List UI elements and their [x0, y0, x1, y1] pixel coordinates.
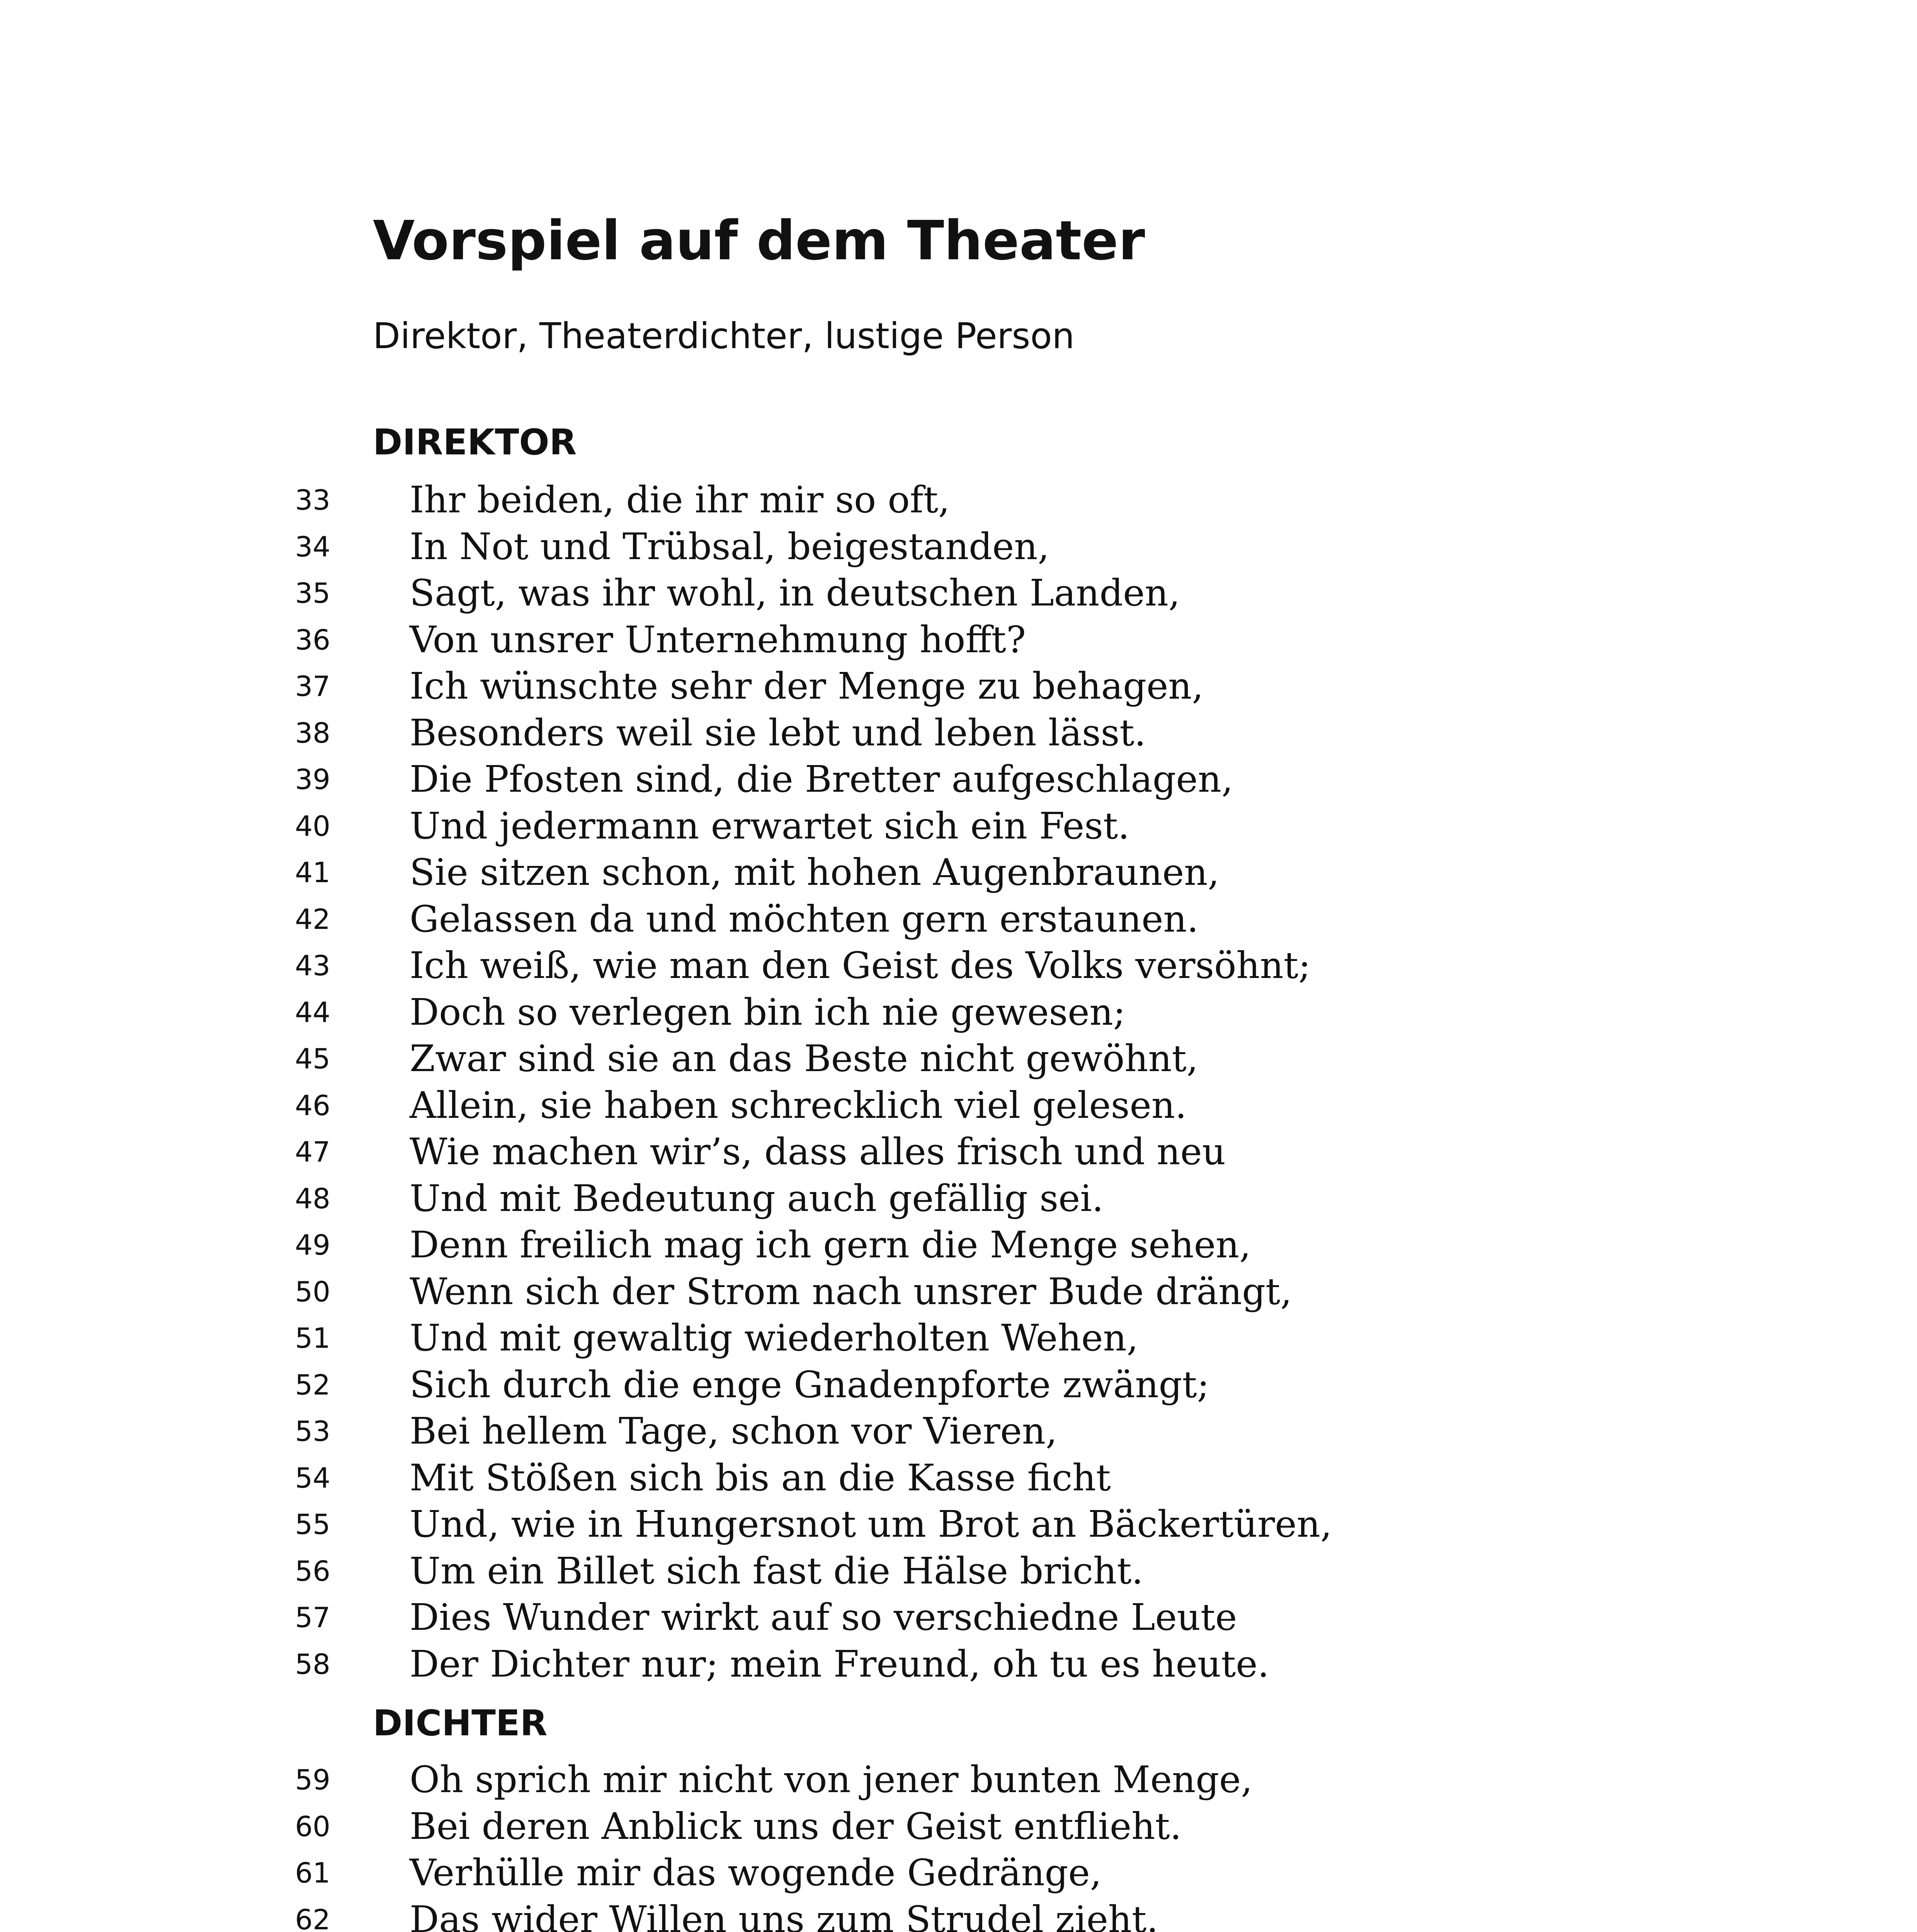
verse-text: Bei hellem Tage, schon vor Vieren,	[410, 1410, 1058, 1452]
verse-line	[0, 1756, 1917, 1803]
verse-text: Wenn sich der Strom nach unsrer Bude drängt,	[410, 1270, 1292, 1313]
verse-text: Und jedermann erwartet sich ein Fest.	[410, 804, 1130, 847]
verse-line	[0, 663, 1917, 710]
line-number: 34	[295, 530, 330, 563]
verse-text: In Not und Trübsal, beigestanden,	[410, 525, 1050, 568]
verse-text: Der Dichter nur; mein Freund, oh tu es heute.	[410, 1643, 1269, 1685]
speaker-name: DICHTER	[373, 1702, 548, 1744]
line-number: 41	[295, 856, 330, 889]
verse-line	[0, 1641, 1917, 1688]
line-number: 52	[295, 1368, 330, 1401]
line-number: 61	[295, 1857, 330, 1889]
line-number: 45	[295, 1043, 330, 1075]
line-number: 60	[295, 1810, 330, 1843]
verse-line	[0, 1082, 1917, 1129]
line-number: 43	[295, 949, 330, 982]
line-number: 58	[295, 1648, 330, 1680]
line-number: 53	[295, 1415, 330, 1447]
verse-text: Verhülle mir das wogende Gedränge,	[410, 1852, 1102, 1894]
verse-line	[0, 1849, 1917, 1896]
verse-line	[0, 1315, 1917, 1362]
verse-line	[0, 1128, 1917, 1175]
line-number: 55	[295, 1508, 330, 1541]
verse-line	[0, 616, 1917, 663]
verse-text: Wie machen wir’s, dass alles frisch und neu	[410, 1131, 1226, 1173]
line-number: 33	[295, 484, 330, 516]
verse-text: Sich durch die enge Gnadenpforte zwängt;	[410, 1363, 1209, 1406]
verse-text: Zwar sind sie an das Beste nicht gewöhnt,	[410, 1037, 1198, 1080]
verse-text: Das wider Willen uns zum Strudel zieht.	[410, 1898, 1158, 1932]
verse-text: Bei deren Anblick uns der Geist entflieht.	[410, 1805, 1182, 1848]
verse-text: Und mit gewaltig wiederholten Wehen,	[410, 1317, 1138, 1359]
verse-text: Mit Stößen sich bis an die Kasse ficht	[410, 1456, 1111, 1499]
line-number: 37	[295, 670, 330, 702]
verse-text: Ich weiß, wie man den Geist des Volks versöhnt;	[410, 944, 1311, 987]
verse-line	[0, 1896, 1917, 1932]
verse-line	[0, 989, 1917, 1036]
line-number: 50	[295, 1275, 330, 1308]
line-number: 51	[295, 1322, 330, 1354]
verse-line	[0, 570, 1917, 617]
verse-text: Ihr beiden, die ihr mir so oft,	[410, 479, 950, 521]
verse-line	[0, 1035, 1917, 1082]
verse-line	[0, 1803, 1917, 1850]
verse-text: Sie sitzen schon, mit hohen Augenbraunen,	[410, 851, 1220, 894]
verse-line	[0, 942, 1917, 989]
verse-text: Sagt, was ihr wohl, in deutschen Landen,	[410, 572, 1180, 614]
verse-line	[0, 1501, 1917, 1548]
verse-line	[0, 709, 1917, 757]
verse-text: Besonders weil sie lebt und leben lässt.	[410, 711, 1146, 754]
line-number: 42	[295, 903, 330, 935]
verse-text: Oh sprich mir nicht von jener bunten Menge,	[410, 1759, 1253, 1801]
line-number: 38	[295, 716, 330, 749]
line-number: 57	[295, 1601, 330, 1634]
line-number: 47	[295, 1136, 330, 1168]
line-number: 59	[295, 1764, 330, 1796]
line-number: 40	[295, 810, 330, 842]
line-number: 48	[295, 1182, 330, 1215]
line-number: 56	[295, 1554, 330, 1587]
line-number: 35	[295, 577, 330, 609]
cast-list: Direktor, Theaterdichter, lustige Person	[373, 315, 1075, 357]
line-number: 49	[295, 1229, 330, 1261]
line-number: 62	[295, 1903, 330, 1932]
verse-text: Gelassen da und möchten gern erstaunen.	[410, 898, 1199, 940]
line-number: 36	[295, 623, 330, 656]
verse-line	[0, 476, 1917, 524]
verse-text: Dies Wunder wirkt auf so verschiedne Leute	[410, 1596, 1237, 1639]
verse-line	[0, 756, 1917, 803]
verse-line	[0, 1408, 1917, 1455]
verse-line	[0, 1268, 1917, 1315]
verse-text: Von unsrer Unternehmung hofft?	[410, 618, 1026, 661]
verse-line	[0, 1594, 1917, 1641]
verse-line	[0, 803, 1917, 850]
line-number: 39	[295, 763, 330, 796]
verse-line	[0, 849, 1917, 896]
verse-text: Allein, sie haben schrecklich viel gelesen.	[410, 1084, 1187, 1127]
verse-text: Und, wie in Hungersnot um Brot an Bäckertüren,	[410, 1503, 1332, 1546]
verse-text: Denn freilich mag ich gern die Menge sehen,	[410, 1224, 1251, 1266]
verse-text: Doch so verlegen bin ich nie gewesen;	[410, 991, 1126, 1034]
verse-text: Und mit Bedeutung auch gefällig sei.	[410, 1177, 1104, 1220]
verse-line	[0, 1361, 1917, 1408]
page-title: Vorspiel auf dem Theater	[373, 209, 1145, 272]
verse-line	[0, 896, 1917, 943]
verse-text: Ich wünschte sehr der Menge zu behagen,	[410, 665, 1204, 707]
verse-line	[0, 523, 1917, 570]
verse-line	[0, 1221, 1917, 1269]
speaker-name: DIREKTOR	[373, 422, 577, 463]
line-number: 44	[295, 996, 330, 1029]
line-number: 54	[295, 1461, 330, 1494]
verse-text: Um ein Billet sich fast die Hälse bricht.	[410, 1549, 1143, 1592]
verse-line	[0, 1175, 1917, 1222]
verse-line	[0, 1548, 1917, 1595]
line-number: 46	[295, 1089, 330, 1122]
verse-line	[0, 1454, 1917, 1502]
verse-text: Die Pfosten sind, die Bretter aufgeschlagen,	[410, 758, 1233, 801]
